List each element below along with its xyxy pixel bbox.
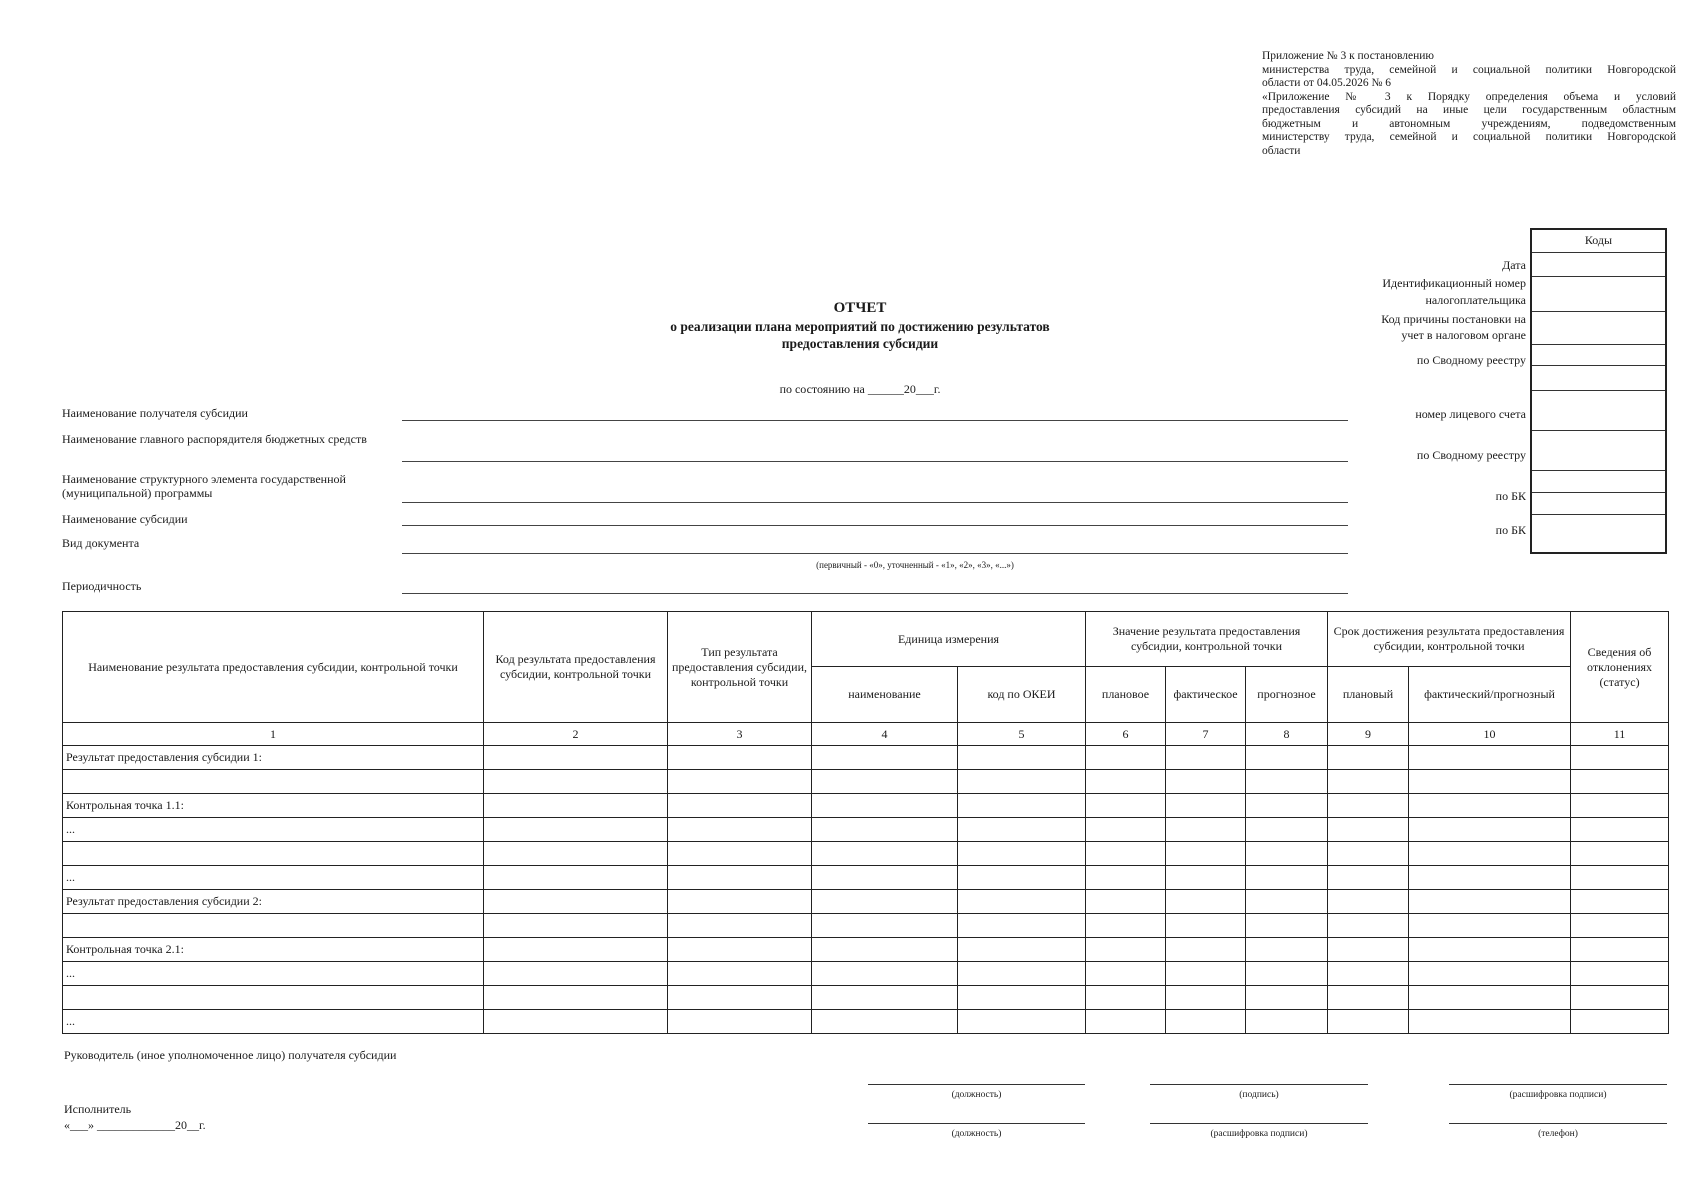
- table-cell[interactable]: [812, 890, 958, 914]
- table-cell[interactable]: [1246, 914, 1328, 938]
- field-label-doc-type: Вид документа: [62, 536, 140, 550]
- header-col-5: код по ОКЕИ: [958, 667, 1086, 723]
- codes-divider: [1532, 514, 1665, 515]
- code-label-account: номер лицевого счета: [1415, 407, 1526, 421]
- table-cell[interactable]: [1166, 986, 1246, 1010]
- table-cell[interactable]: [1086, 866, 1166, 890]
- table-cell[interactable]: [812, 770, 958, 794]
- table-cell[interactable]: [958, 890, 1086, 914]
- table-cell[interactable]: [1571, 962, 1669, 986]
- table-cell[interactable]: [1086, 986, 1166, 1010]
- table-cell[interactable]: [1409, 818, 1571, 842]
- column-number: 7: [1166, 723, 1246, 746]
- row-label: [63, 842, 484, 866]
- field-label-subsidy-name: Наименование субсидии: [62, 512, 188, 526]
- as-of-date: по состоянию на ______20___г.: [779, 382, 941, 396]
- table-row: [63, 986, 1669, 1010]
- table-cell[interactable]: [1166, 890, 1246, 914]
- table-cell[interactable]: [1086, 962, 1166, 986]
- table-cell[interactable]: [812, 986, 958, 1010]
- results-table: [62, 611, 1669, 1034]
- codes-divider: [1532, 470, 1665, 471]
- table-cell[interactable]: [812, 938, 958, 962]
- field-line-main-manager[interactable]: [402, 461, 1348, 462]
- table-cell[interactable]: [1086, 938, 1166, 962]
- table-cell[interactable]: [1166, 770, 1246, 794]
- title-main: ОТЧЕТ: [833, 300, 887, 316]
- table-cell[interactable]: [1328, 746, 1409, 770]
- row-label: ...: [63, 818, 484, 842]
- table-cell[interactable]: [1409, 938, 1571, 962]
- caption-phone: (телефон): [1538, 1129, 1578, 1139]
- table-cell[interactable]: [1246, 938, 1328, 962]
- table-cell[interactable]: [1571, 794, 1669, 818]
- table-cell[interactable]: [1571, 770, 1669, 794]
- date-template: «___» _____________20__г.: [64, 1118, 206, 1132]
- header-col-3: Тип результата предоставления субсидии, контрольной точки: [668, 612, 812, 723]
- row-label: ...: [63, 866, 484, 890]
- table-cell[interactable]: [1166, 794, 1246, 818]
- field-label-periodicity: Периодичность: [62, 579, 142, 593]
- header-value-group: Значение результата предоставления субсидии, контрольной точки: [1086, 612, 1328, 667]
- column-number: 3: [668, 723, 812, 746]
- table-cell[interactable]: [1086, 842, 1166, 866]
- signature-line-position[interactable]: [868, 1084, 1085, 1085]
- field-label-main-manager: Наименование главного распорядителя бюджетных средств: [62, 432, 367, 446]
- column-number: 4: [812, 723, 958, 746]
- row-label: ...: [63, 962, 484, 986]
- table-cell[interactable]: [1571, 938, 1669, 962]
- header-note: [1262, 50, 1676, 158]
- table-cell[interactable]: [1571, 818, 1669, 842]
- table-cell[interactable]: [1409, 746, 1571, 770]
- table-cell[interactable]: [1086, 818, 1166, 842]
- table-cell[interactable]: [1246, 1010, 1328, 1034]
- table-cell[interactable]: [1166, 1010, 1246, 1034]
- title-subline: о реализации плана мероприятий по достижению результатов: [670, 319, 1050, 334]
- table-row: [63, 746, 1669, 770]
- table-cell[interactable]: [958, 914, 1086, 938]
- header-note-line: министерству труда, семейной и социальной политики Новгородской: [1262, 131, 1676, 143]
- table-cell[interactable]: [484, 890, 668, 914]
- table-cell[interactable]: [668, 866, 812, 890]
- row-label: [63, 986, 484, 1010]
- header-deadline-group: Срок достижения результата предоставления субсидии, контрольной точки: [1328, 612, 1571, 667]
- column-number: 2: [484, 723, 668, 746]
- table-cell[interactable]: [668, 818, 812, 842]
- column-number: 6: [1086, 723, 1166, 746]
- table-cell[interactable]: [1328, 818, 1409, 842]
- table-cell[interactable]: [1571, 842, 1669, 866]
- caption-decode: (расшифровка подписи): [1210, 1129, 1308, 1139]
- table-cell[interactable]: [484, 914, 668, 938]
- header-col-2: Код результата предоставления субсидии, контрольной точки: [484, 612, 668, 723]
- table-cell[interactable]: [1571, 890, 1669, 914]
- table-cell[interactable]: [1409, 986, 1571, 1010]
- header-note-line: предоставления субсидий на иные цели государственным областным: [1262, 104, 1676, 116]
- field-line-subsidy-name[interactable]: [402, 525, 1348, 526]
- signature-line-decode[interactable]: [1449, 1084, 1667, 1085]
- caption-position: (должность): [951, 1090, 1002, 1100]
- table-cell[interactable]: [1409, 770, 1571, 794]
- table-cell[interactable]: [1328, 842, 1409, 866]
- table-cell[interactable]: [1328, 770, 1409, 794]
- row-label: [63, 914, 484, 938]
- codes-box: [1530, 228, 1667, 554]
- table-cell[interactable]: [1246, 770, 1328, 794]
- table-cell[interactable]: [484, 866, 668, 890]
- code-label-bk: по БК: [1495, 523, 1526, 537]
- table-cell[interactable]: [1086, 794, 1166, 818]
- signature-line-position-executor[interactable]: [868, 1123, 1085, 1124]
- table-cell[interactable]: [1166, 962, 1246, 986]
- table-cell[interactable]: [1409, 1010, 1571, 1034]
- header-note-line: области: [1262, 144, 1301, 157]
- table-cell[interactable]: [1246, 986, 1328, 1010]
- table-cell[interactable]: [1328, 962, 1409, 986]
- signature-line-phone[interactable]: [1449, 1123, 1667, 1124]
- header-col-9: плановый: [1328, 667, 1409, 723]
- table-cell[interactable]: [668, 794, 812, 818]
- code-label-bk: по БК: [1495, 489, 1526, 503]
- table-cell[interactable]: [484, 770, 668, 794]
- codes-divider: [1532, 492, 1665, 493]
- field-label-recipient: Наименование получателя субсидии: [62, 406, 248, 420]
- codes-divider: [1532, 276, 1665, 277]
- table-cell[interactable]: [812, 914, 958, 938]
- table-cell[interactable]: [1246, 746, 1328, 770]
- table-cell[interactable]: [1328, 890, 1409, 914]
- codes-header: Коды: [1584, 233, 1613, 247]
- table-row: [63, 866, 1669, 890]
- table-cell[interactable]: [958, 986, 1086, 1010]
- table-cell[interactable]: [1409, 842, 1571, 866]
- codes-divider: [1532, 311, 1665, 312]
- column-number: 8: [1246, 723, 1328, 746]
- row-label: [63, 770, 484, 794]
- table-cell[interactable]: [958, 962, 1086, 986]
- table-cell[interactable]: [484, 962, 668, 986]
- table-cell[interactable]: [1086, 914, 1166, 938]
- column-number: 9: [1328, 723, 1409, 746]
- row-label: Контрольная точка 1.1:: [63, 794, 484, 818]
- row-label: Результат предоставления субсидии 2:: [63, 890, 484, 914]
- header-col-1: Наименование результата предоставления субсидии, контрольной точки: [63, 612, 484, 723]
- table-cell[interactable]: [958, 794, 1086, 818]
- table-cell[interactable]: [1409, 794, 1571, 818]
- column-number: 10: [1409, 723, 1571, 746]
- table-cell[interactable]: [668, 770, 812, 794]
- field-line-program-element[interactable]: [402, 502, 1348, 503]
- table-row: [63, 938, 1669, 962]
- table-cell[interactable]: [484, 986, 668, 1010]
- table-cell[interactable]: [1166, 938, 1246, 962]
- header-col-8: прогнозное: [1246, 667, 1328, 723]
- table-cell[interactable]: [958, 746, 1086, 770]
- table-row: [63, 1010, 1669, 1034]
- table-cell[interactable]: [1409, 890, 1571, 914]
- table-cell[interactable]: [484, 938, 668, 962]
- doc-type-hint: (первичный - «0», уточненный - «1», «2», «3», «...»): [816, 560, 1014, 570]
- header-col-11: Сведения об отклонениях (статус): [1571, 612, 1669, 723]
- codes-divider: [1532, 252, 1665, 253]
- code-label-kpp: Код причины постановки на: [1381, 312, 1526, 326]
- head-signer-label: Руководитель (иное уполномоченное лицо) получателя субсидии: [64, 1048, 397, 1062]
- table-cell[interactable]: [1086, 746, 1166, 770]
- caption-decode: (расшифровка подписи): [1509, 1090, 1607, 1100]
- table-cell[interactable]: [1571, 986, 1669, 1010]
- table-cell[interactable]: [1246, 890, 1328, 914]
- table-cell[interactable]: [1571, 746, 1669, 770]
- header-note-line: Приложение № 3 к постановлению: [1262, 50, 1435, 62]
- code-label-date: Дата: [1502, 258, 1526, 272]
- table-cell[interactable]: [1409, 914, 1571, 938]
- table-cell[interactable]: [668, 938, 812, 962]
- table-cell[interactable]: [958, 938, 1086, 962]
- table-cell[interactable]: [668, 986, 812, 1010]
- column-number: 11: [1571, 723, 1669, 746]
- field-line-periodicity[interactable]: [402, 593, 1348, 594]
- table-cell[interactable]: [958, 1010, 1086, 1034]
- field-label-program-element: Наименование структурного элемента государственной (муниципальной) программы: [62, 472, 346, 500]
- table-cell[interactable]: [812, 794, 958, 818]
- table-cell[interactable]: [668, 842, 812, 866]
- table-cell[interactable]: [1246, 818, 1328, 842]
- table-cell[interactable]: [668, 962, 812, 986]
- header-note-line: области от 04.05.2026 № 6: [1262, 77, 1392, 89]
- header-note-line: бюджетным и автономным учреждениям, подведомственным: [1262, 117, 1676, 130]
- code-label-inn: налогоплательщика: [1425, 293, 1526, 307]
- table-cell[interactable]: [1246, 842, 1328, 866]
- table-cell[interactable]: [484, 1010, 668, 1034]
- table-cell[interactable]: [958, 770, 1086, 794]
- report-title: [560, 298, 1160, 352]
- table-cell[interactable]: [668, 914, 812, 938]
- table-cell[interactable]: [484, 794, 668, 818]
- table-cell[interactable]: [1409, 962, 1571, 986]
- table-cell[interactable]: [1166, 914, 1246, 938]
- table-cell[interactable]: [812, 818, 958, 842]
- row-label: Контрольная точка 2.1:: [63, 938, 484, 962]
- codes-divider: [1532, 390, 1665, 391]
- header-col-10: фактический/прогнозный: [1409, 667, 1571, 723]
- executor-label: Исполнитель: [64, 1102, 132, 1116]
- table-cell[interactable]: [1328, 914, 1409, 938]
- table-cell[interactable]: [1166, 842, 1246, 866]
- codes-divider: [1532, 430, 1665, 431]
- table-row: [63, 962, 1669, 986]
- table-row: [63, 914, 1669, 938]
- table-cell[interactable]: [668, 746, 812, 770]
- table-cell[interactable]: [1571, 1010, 1669, 1034]
- caption-signature: (подпись): [1239, 1090, 1279, 1100]
- header-note-line: «Приложение № 3 к Порядку определения объема и условий: [1262, 90, 1676, 103]
- header-col-7: фактическое: [1166, 667, 1246, 723]
- table-cell[interactable]: [1571, 914, 1669, 938]
- code-label-inn: Идентификационный номер: [1382, 276, 1526, 290]
- table-cell[interactable]: [1166, 746, 1246, 770]
- table-cell[interactable]: [812, 1010, 958, 1034]
- signature-line-signature[interactable]: [1150, 1084, 1368, 1085]
- table-cell[interactable]: [1166, 818, 1246, 842]
- table-cell[interactable]: [1246, 866, 1328, 890]
- table-cell[interactable]: [668, 1010, 812, 1034]
- table-cell[interactable]: [958, 866, 1086, 890]
- table-cell[interactable]: [812, 746, 958, 770]
- header-col-6: плановое: [1086, 667, 1166, 723]
- table-cell[interactable]: [1246, 962, 1328, 986]
- header-unit-group: Единица измерения: [812, 612, 1086, 667]
- signature-line-decode-executor[interactable]: [1150, 1123, 1368, 1124]
- table-cell[interactable]: [484, 746, 668, 770]
- table-cell[interactable]: [958, 842, 1086, 866]
- title-subline: предоставления субсидии: [781, 336, 939, 351]
- field-line-recipient[interactable]: [402, 420, 1348, 421]
- table-cell[interactable]: [812, 962, 958, 986]
- table-cell[interactable]: [1571, 866, 1669, 890]
- code-label-registry: по Сводному реестру: [1416, 353, 1526, 367]
- table-cell[interactable]: [1328, 794, 1409, 818]
- table-cell[interactable]: [1409, 866, 1571, 890]
- table-cell[interactable]: [1328, 1010, 1409, 1034]
- header-col-4: наименование: [812, 667, 958, 723]
- table-cell[interactable]: [1086, 1010, 1166, 1034]
- table-row: [63, 842, 1669, 866]
- table-cell[interactable]: [1166, 866, 1246, 890]
- column-number: 5: [958, 723, 1086, 746]
- table-cell[interactable]: [484, 818, 668, 842]
- table-cell[interactable]: [1328, 986, 1409, 1010]
- table-cell[interactable]: [1328, 938, 1409, 962]
- table-cell[interactable]: [1086, 770, 1166, 794]
- table-row: [63, 890, 1669, 914]
- row-label: ...: [63, 1010, 484, 1034]
- table-cell[interactable]: [1328, 866, 1409, 890]
- table-row: [63, 818, 1669, 842]
- codes-divider: [1532, 344, 1665, 345]
- table-row: [63, 770, 1669, 794]
- table-cell[interactable]: [1086, 890, 1166, 914]
- field-line-doc-type[interactable]: [402, 553, 1348, 554]
- table-cell[interactable]: [1246, 794, 1328, 818]
- table-row: [63, 794, 1669, 818]
- table-cell[interactable]: [484, 842, 668, 866]
- header-note-line: министерства труда, семейной и социальной политики Новгородской: [1262, 63, 1676, 76]
- column-number: 1: [63, 723, 484, 746]
- row-label: Результат предоставления субсидии 1:: [63, 746, 484, 770]
- table-cell[interactable]: [812, 842, 958, 866]
- table-cell[interactable]: [668, 890, 812, 914]
- table-cell[interactable]: [812, 866, 958, 890]
- codes-divider: [1532, 365, 1665, 366]
- code-label-kpp: учет в налоговом органе: [1401, 328, 1526, 342]
- code-label-registry: по Сводному реестру: [1416, 448, 1526, 462]
- table-cell[interactable]: [958, 818, 1086, 842]
- caption-position: (должность): [951, 1129, 1002, 1139]
